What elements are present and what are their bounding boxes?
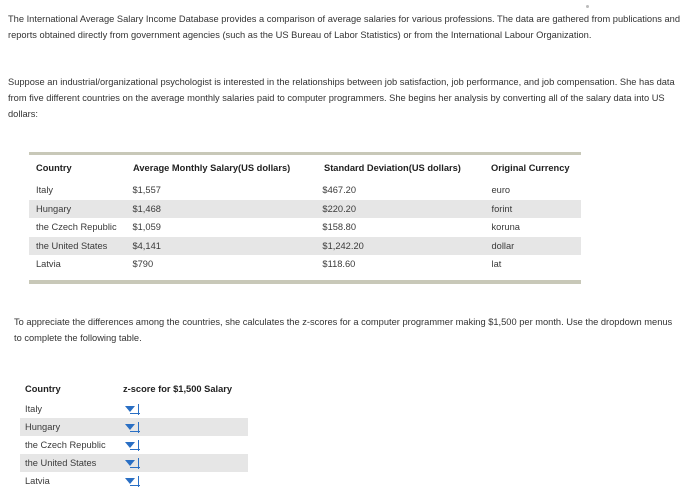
cell-country: the United States [36,240,108,251]
cell-country: Latvia [25,476,50,486]
cell-salary: $1,557 [132,185,161,196]
zscore-dropdown-united-states[interactable] [125,457,139,469]
table-row [29,237,581,256]
cell-currency: lat [491,259,502,270]
zscore-row [20,472,248,490]
cell-salary: $1,468 [132,203,161,214]
cell-sd: $467.20 [322,185,357,196]
zscore-dropdown-czech[interactable] [125,439,139,451]
scenario-paragraph: Suppose an industrial/organizational psychologist is interested in the relationships between job satisfaction, job performance, and job compensation. She has data from five different countries on the average monthly salaries paid to computer programmers. She begins her analysis by converting all of the salary data into US dollars: [8,77,675,119]
header-currency: Original Currency [491,163,570,173]
cell-sd: $118.60 [322,259,356,270]
chevron-down-icon [125,424,135,430]
cell-sd: $158.80 [322,222,357,233]
table-row [29,181,581,200]
zscore-header-row [20,378,248,400]
cell-currency: euro [491,185,511,196]
zscore-row [20,454,248,472]
zscore-dropdown-italy[interactable] [125,403,139,415]
chevron-down-icon [125,442,135,448]
table-row [29,200,581,219]
chevron-down-icon [125,460,135,466]
cell-sd: $1,242.20 [322,240,364,251]
cell-country: Italy [25,404,43,414]
header-zscore: z-score for $1,500 Salary [123,384,233,394]
zscore-dropdown-hungary[interactable] [125,421,139,433]
cell-sd: $220.20 [322,203,357,214]
chevron-down-icon [125,478,135,484]
header-std-dev: Standard Deviation(US dollars) [324,163,461,173]
intro-paragraph: The International Average Salary Income Database provides a comparison of average salaries for various professions. The data are gathered from publications and reports obtained directly from government agencies (such as the US Bureau of Labor Statistics) or from the International Labour Organization. [8,14,680,40]
table-row [29,218,581,237]
cell-country: the Czech Republic [36,222,117,233]
table-row [29,255,581,274]
cell-currency: forint [491,203,513,214]
cell-salary: $1,059 [132,222,161,233]
cell-country: the United States [25,458,97,468]
cell-country: Latvia [36,259,61,270]
zscore-row [20,418,248,436]
cell-country: Hungary [36,203,72,214]
header-country: Country [25,384,61,394]
zscore-row [20,436,248,454]
salary-table [29,152,581,284]
zscore-table [20,378,248,490]
chevron-down-icon [125,406,135,412]
zscore-dropdown-latvia[interactable] [125,475,139,487]
cell-salary: $4,141 [132,240,161,251]
table-bottom-rule [29,280,581,284]
cell-country: the Czech Republic [25,440,106,450]
cell-country: Italy [36,185,54,196]
decorative-dot [586,5,589,8]
table-header-row [29,155,581,181]
zscore-row [20,400,248,418]
header-country: Country [36,163,72,173]
header-avg-salary: Average Monthly Salary(US dollars) [133,163,291,173]
instruction-paragraph: To appreciate the differences among the countries, she calculates the z-scores for a computer programmer making $1,500 per month. Use the dropdown menus to complete the following table. [14,317,673,343]
cell-country: Hungary [25,422,61,432]
cell-salary: $790 [132,259,154,270]
cell-currency: koruna [491,222,520,233]
cell-currency: dollar [491,240,515,251]
